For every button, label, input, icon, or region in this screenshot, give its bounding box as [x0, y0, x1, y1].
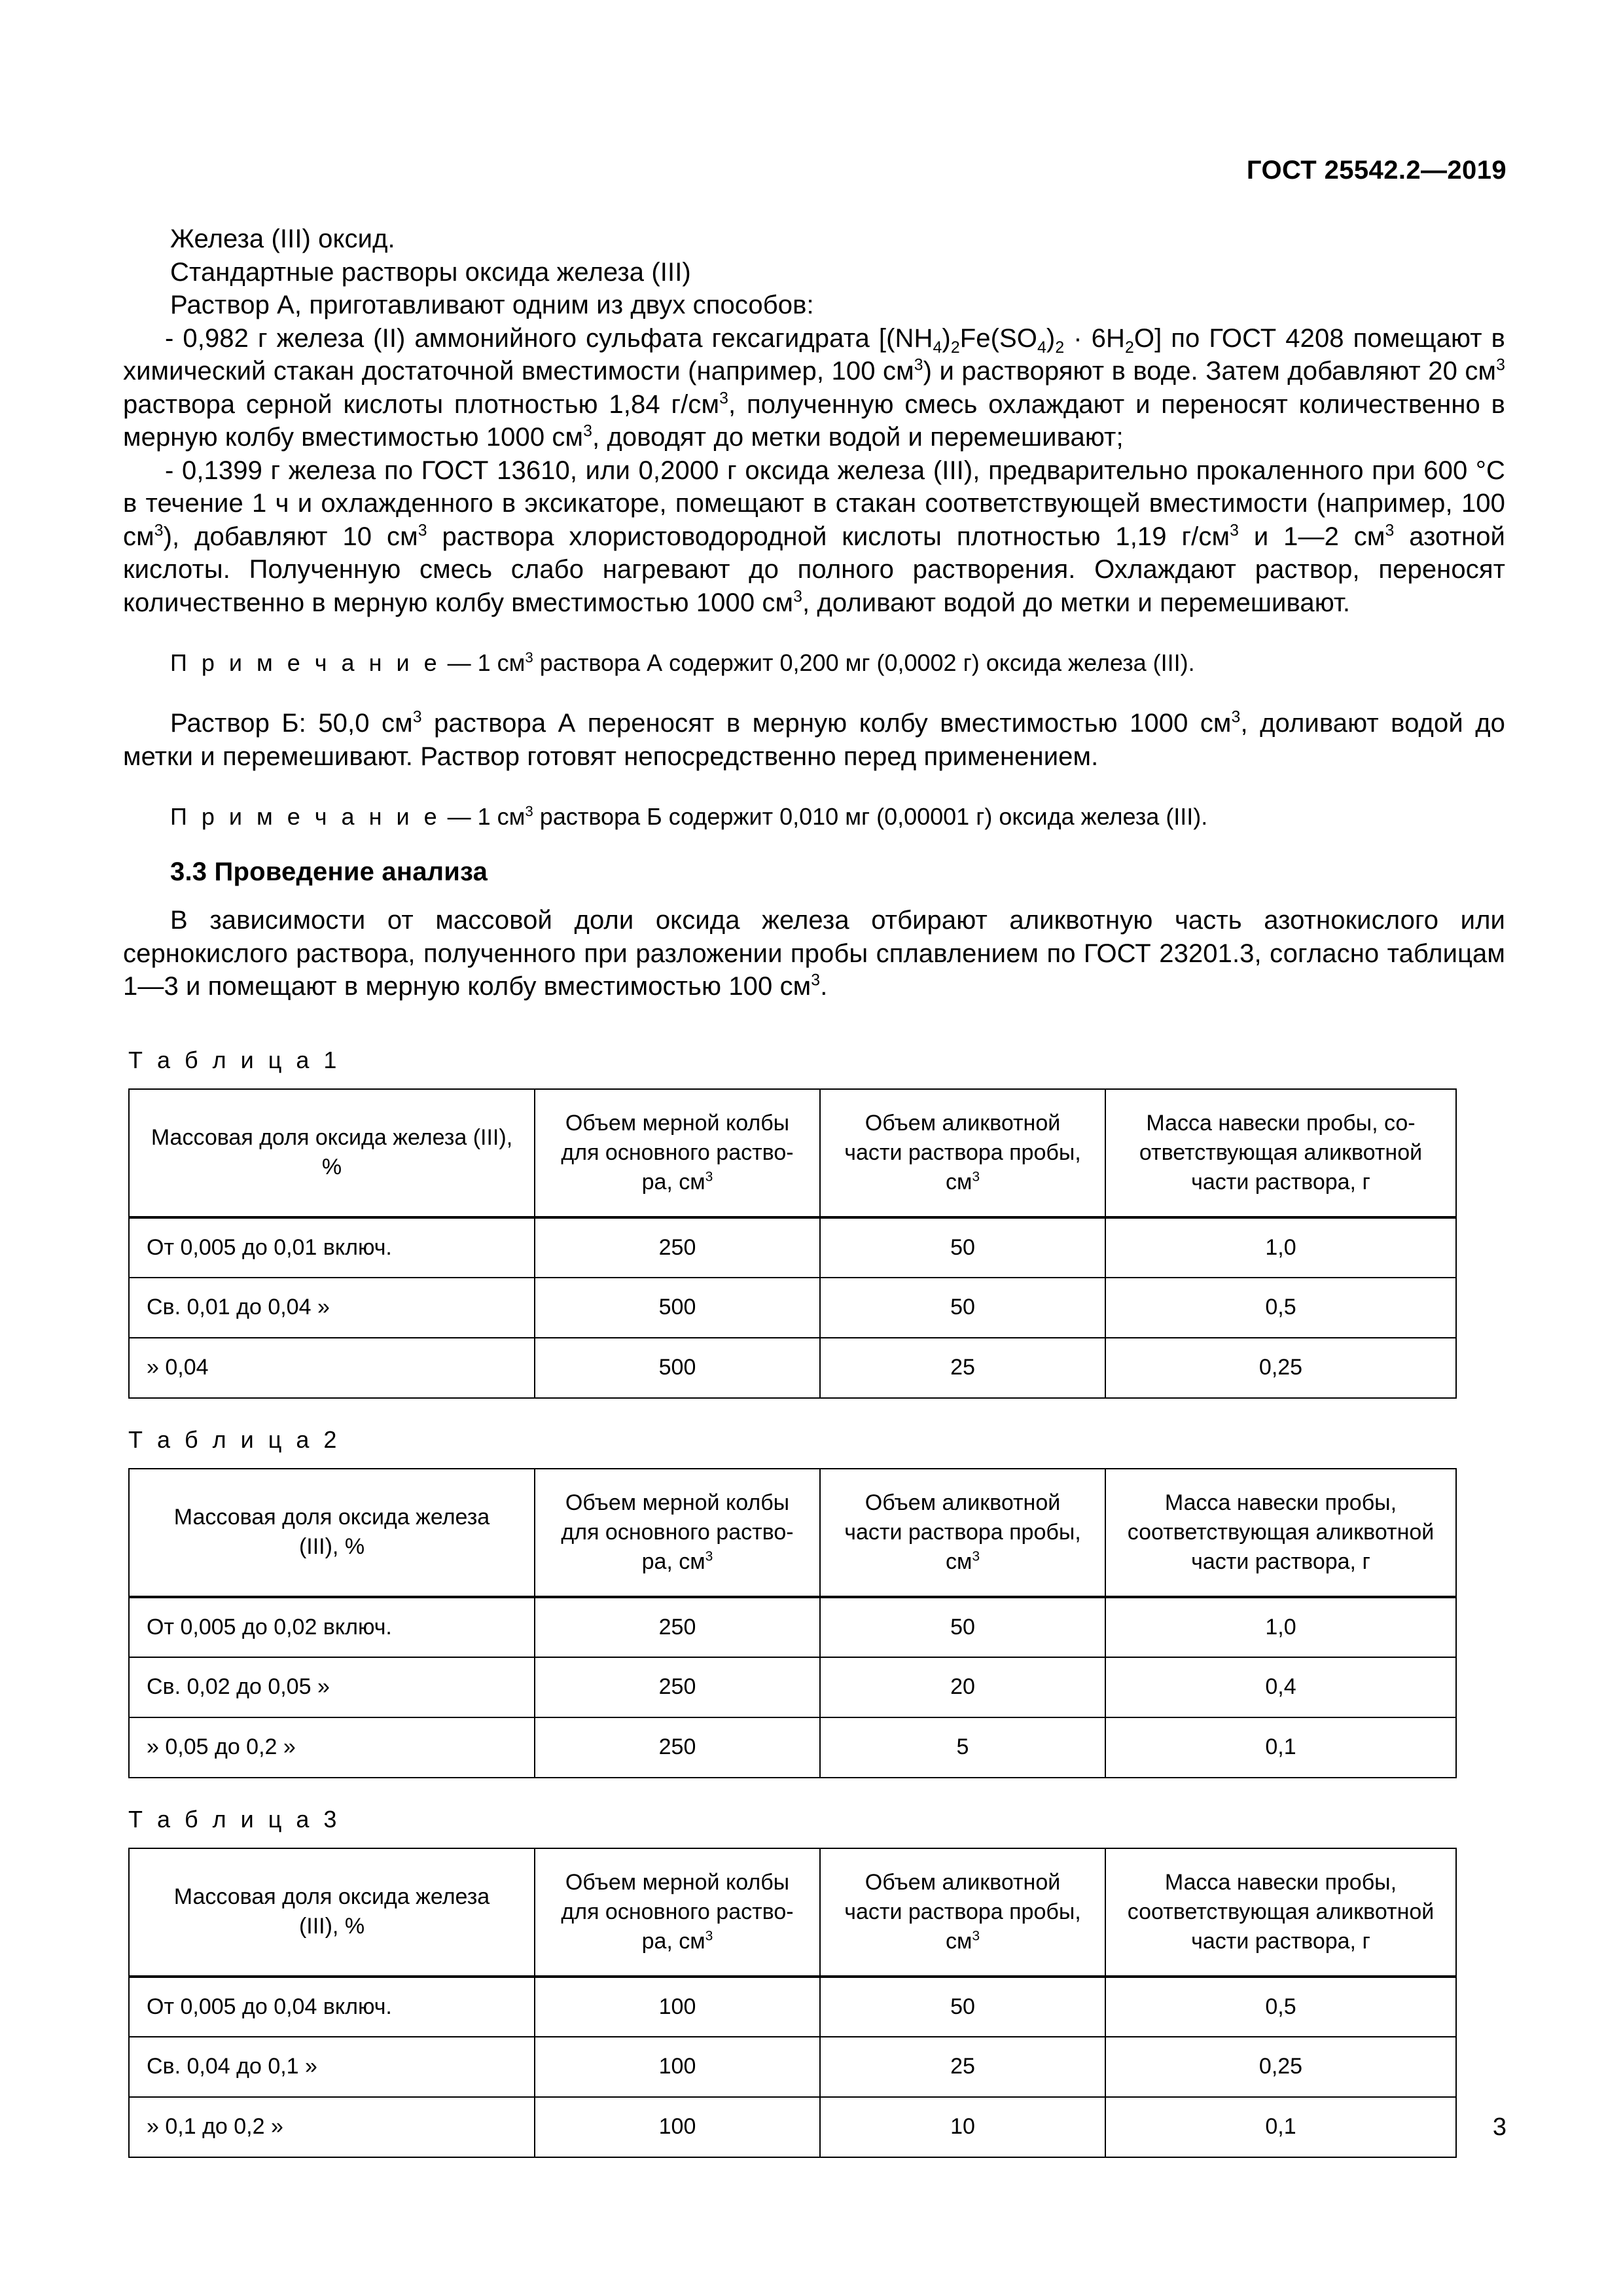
- p2-sup-4: 3: [1385, 522, 1395, 540]
- table-3-header-col-4-line-3: части раствора, г: [1191, 1928, 1370, 1954]
- note-1-part-a: — 1 см: [440, 649, 526, 676]
- table-3-header-row: [129, 1848, 1456, 1977]
- section-heading-text: 3.3 Проведение анализа: [170, 857, 488, 886]
- p3-part-a: Раствор Б: 50,0 см: [170, 709, 413, 738]
- table-row: [129, 2097, 1456, 2157]
- table-3-r3-c2: 100: [535, 2097, 820, 2157]
- note-solution-b: [123, 802, 1505, 832]
- table-1-header-row: [129, 1089, 1456, 1217]
- table-3-header-col-4-line-2: соответствующая аликвотной: [1127, 1899, 1435, 1924]
- table-3-block: [123, 1806, 1505, 2158]
- table-1-header-col-2-sup: 3: [705, 1169, 713, 1185]
- paragraph-method-1: [123, 322, 1505, 454]
- table-2-r3-c4: 0,1: [1105, 1717, 1456, 1778]
- p3-sup-1: 3: [412, 708, 422, 726]
- paragraph-analysis-procedure: [123, 904, 1505, 1003]
- p1-sub-2: 2: [950, 338, 960, 357]
- table-2-caption-number: 2: [323, 1426, 337, 1453]
- p4-part-b: .: [820, 972, 828, 1001]
- table-1-header-col-2-line-1: Объем мерной колбы: [565, 1110, 790, 1136]
- table-1-header-col-4-line-3: части раствора, г: [1191, 1169, 1370, 1194]
- table-3-r2-c3: 25: [820, 2037, 1105, 2097]
- table-3-r1-c1: От 0,005 до 0,04 включ.: [129, 1977, 535, 2037]
- p1-sub-1: 4: [933, 338, 942, 357]
- running-header-standard-number: ГОСТ 25542.2—2019: [1246, 156, 1507, 185]
- table-3-header-col-4: [1105, 1848, 1456, 1977]
- p2-sup-2: 3: [418, 522, 427, 540]
- table-2-header-col-3-line-3: см: [945, 1549, 972, 1574]
- p2-part-e: азотной кислоты. Полученную смесь слабо нагревают до полного растворения. Охлаждают раствор, переносят количественно в мерную колбу вместимостью 1000 см: [123, 522, 1505, 617]
- page-content: [123, 223, 1505, 2158]
- p1-part-a: - 0,982 г железа (II) аммонийного сульфата гексагидрата [(NH: [165, 323, 933, 353]
- table-1-block: [123, 1047, 1505, 1399]
- note-2-part-a: — 1 см: [440, 803, 526, 830]
- p4-sup: 3: [811, 971, 821, 990]
- table-2-r1-c2: 250: [535, 1597, 820, 1657]
- p1-sub-3: 4: [1037, 338, 1046, 357]
- table-2-r1-c4: 1,0: [1105, 1597, 1456, 1657]
- table-3-r1-c4: 0,5: [1105, 1977, 1456, 2037]
- table-2: [128, 1468, 1457, 1778]
- paragraph-solution-b: [123, 707, 1505, 773]
- section-heading-3-3: [123, 855, 1505, 888]
- p4-part-a: В зависимости от массовой доли оксида железа отбирают аликвотную часть азотнокислого или сернокислого раствора, полученного при разложении пробы сплавлением по ГОСТ 23201.3, согласно таблицам 1—3 и помещают в мерную колбу вместимостью 100 см: [123, 906, 1505, 1001]
- table-3-r2-c1: Св. 0,04 до 0,1 »: [129, 2037, 535, 2097]
- table-2-r3-c3: 5: [820, 1717, 1105, 1778]
- p1-part-f: O] по ГОСТ 4208 помещают в химический стакан достаточной вместимости (например, 100 см: [123, 323, 1505, 386]
- table-3-header-col-1: [129, 1848, 535, 1977]
- table-1-header-col-3-line-1: Объем аликвотной: [865, 1110, 1061, 1136]
- p2-sup-1: 3: [154, 522, 164, 540]
- table-2-block: [123, 1426, 1505, 1778]
- table-3-r3-c1: » 0,1 до 0,2 »: [129, 2097, 535, 2157]
- table-2-header-col-2-line-3: ра, см: [641, 1549, 705, 1574]
- p2-sup-3: 3: [1230, 522, 1239, 540]
- table-1-header-col-3-line-3: см: [945, 1169, 972, 1194]
- table-2-header-row: [129, 1469, 1456, 1597]
- table-1-header-col-4-line-2: ответствующая аликвотной: [1139, 1139, 1423, 1165]
- table-1-header-col-3-sup: 3: [972, 1169, 980, 1185]
- table-2-r2-c3: 20: [820, 1657, 1105, 1717]
- table-row: [129, 1278, 1456, 1338]
- table-2-header-col-3: [820, 1469, 1105, 1597]
- p1-sup-1: 3: [914, 356, 923, 374]
- table-row: [129, 1977, 1456, 2037]
- p3-part-b: раствора А переносят в мерную колбу вместимостью 1000 см: [421, 709, 1232, 738]
- table-1-r1-c1: От 0,005 до 0,01 включ.: [129, 1217, 535, 1278]
- table-3-r2-c2: 100: [535, 2037, 820, 2097]
- table-3-r3-c4: 0,1: [1105, 2097, 1456, 2157]
- table-1-caption: [123, 1047, 1505, 1074]
- table-2-header-col-3-line-2: части раствора пробы,: [844, 1519, 1081, 1545]
- table-3-header-col-1-line-2: (III), %: [298, 1914, 365, 1939]
- p1-sub-5: 2: [1124, 338, 1134, 357]
- table-2-r2-c4: 0,4: [1105, 1657, 1456, 1717]
- table-1-r3-c2: 500: [535, 1338, 820, 1398]
- table-2-header-col-1: [129, 1469, 535, 1597]
- paragraph-standard-solutions: [123, 256, 1505, 289]
- table-3-header-col-4-line-1: Масса навески пробы,: [1164, 1869, 1397, 1895]
- note-2-part-b: раствора Б содержит 0,010 мг (0,00001 г) оксида железа (III).: [533, 803, 1208, 830]
- p1-part-h: раствора серной кислоты плотностью 1,84 г/см: [123, 389, 720, 419]
- table-3-caption-label: Т а б л и ц а: [128, 1805, 313, 1833]
- table-2-header-col-1-line-1: Массовая доля оксида железа: [173, 1505, 490, 1530]
- table-1-r2-c2: 500: [535, 1278, 820, 1338]
- p1-part-b: ): [942, 323, 951, 353]
- table-3-header-col-2-line-3: ра, см: [641, 1928, 705, 1954]
- text-line-2: Стандартные растворы оксида железа (III): [170, 257, 691, 287]
- p1-sup-4: 3: [583, 422, 593, 440]
- table-row: [129, 1217, 1456, 1278]
- p1-part-j: , доводят до метки водой и перемешивают;: [592, 423, 1124, 452]
- table-1-header-col-3-line-2: части раствора пробы,: [844, 1139, 1081, 1165]
- table-1: [128, 1088, 1457, 1399]
- table-1-header-col-4: [1105, 1089, 1456, 1217]
- table-2-header-col-2: [535, 1469, 820, 1597]
- table-3-caption: [123, 1806, 1505, 1833]
- table-3-r3-c3: 10: [820, 2097, 1105, 2157]
- table-3-header-col-2-line-2: для основного раство-: [561, 1899, 794, 1924]
- note-2-sup: 3: [525, 803, 533, 819]
- table-1-r1-c3: 50: [820, 1217, 1105, 1278]
- table-row: [129, 2037, 1456, 2097]
- table-2-header-col-4-line-3: части раствора, г: [1191, 1549, 1370, 1574]
- p1-part-e: · 6H: [1064, 323, 1125, 353]
- page-number: 3: [1492, 2113, 1507, 2141]
- table-3-header-col-2: [535, 1848, 820, 1977]
- table-1-header-col-1: [129, 1089, 535, 1217]
- p2-part-c: раствора хлористоводородной кислоты плотностью 1,19 г/см: [427, 522, 1230, 551]
- table-2-r1-c3: 50: [820, 1597, 1105, 1657]
- p3-part-c: , доливают водой до метки и перемешивают. Раствор готовят непосредственно перед применением.: [123, 709, 1505, 771]
- table-1-caption-label: Т а б л и ц а: [128, 1046, 313, 1073]
- table-1-r2-c3: 50: [820, 1278, 1105, 1338]
- table-row: [129, 1717, 1456, 1778]
- p1-part-d: ): [1046, 323, 1056, 353]
- table-2-caption-label: Т а б л и ц а: [128, 1426, 313, 1453]
- note-1-label: П р и м е ч а н и е: [170, 649, 441, 676]
- table-1-header-col-1-text: Массовая доля оксида железа (III), %: [151, 1125, 513, 1179]
- p1-sup-2: 3: [1496, 356, 1505, 374]
- text-line-1: Железа (III) оксид.: [170, 224, 395, 253]
- table-2-header-col-2-sup: 3: [705, 1549, 713, 1564]
- table-1-caption-number: 1: [323, 1046, 337, 1073]
- table-3-header-col-1-line-1: Массовая доля оксида железа: [173, 1884, 490, 1909]
- table-3-caption-number: 3: [323, 1805, 337, 1833]
- table-2-caption: [123, 1426, 1505, 1454]
- table-3-header-col-3: [820, 1848, 1105, 1977]
- table-3-r1-c3: 50: [820, 1977, 1105, 2037]
- p1-part-i: , полученную смесь охлаждают и переносят количественно в мерную колбу вместимостью 1000 см: [123, 389, 1505, 452]
- table-2-r3-c1: » 0,05 до 0,2 »: [129, 1717, 535, 1778]
- text-line-3: Раствор А, приготавливают одним из двух способов:: [170, 291, 814, 319]
- table-2-header-col-2-line-2: для основного раство-: [561, 1519, 794, 1545]
- p1-sub-4: 2: [1055, 338, 1065, 357]
- table-3-header-col-3-line-3: см: [945, 1928, 972, 1954]
- table-1-r3-c4: 0,25: [1105, 1338, 1456, 1398]
- p1-part-g: ) и растворяют в воде. Затем добавляют 20 см: [923, 357, 1497, 386]
- table-row: [129, 1597, 1456, 1657]
- note-1-part-b: раствора А содержит 0,200 мг (0,0002 г) оксида железа (III).: [533, 649, 1195, 676]
- table-2-header-col-4: [1105, 1469, 1456, 1597]
- p2-part-d: и 1—2 см: [1238, 522, 1385, 551]
- table-row: [129, 1338, 1456, 1398]
- table-2-r1-c1: От 0,005 до 0,02 включ.: [129, 1597, 535, 1657]
- table-1-r2-c4: 0,5: [1105, 1278, 1456, 1338]
- table-1-header-col-3: [820, 1089, 1105, 1217]
- table-2-r2-c2: 250: [535, 1657, 820, 1717]
- p2-part-b: ), добавляют 10 см: [163, 522, 418, 551]
- paragraph-iron-oxide: [123, 223, 1505, 256]
- p2-sup-5: 3: [793, 588, 802, 606]
- table-1-header-col-2-line-3: ра, см: [641, 1169, 705, 1194]
- table-1-r1-c4: 1,0: [1105, 1217, 1456, 1278]
- table-2-header-col-2-line-1: Объем мерной колбы: [565, 1490, 790, 1515]
- p3-sup-2: 3: [1231, 708, 1241, 726]
- table-3-header-col-3-line-1: Объем аликвотной: [865, 1869, 1061, 1895]
- table-2-header-col-1-line-2: (III), %: [298, 1534, 365, 1559]
- p2-part-f: , доливают водой до метки и перемешивают.: [802, 588, 1351, 617]
- table-1-header-col-2: [535, 1089, 820, 1217]
- note-solution-a: [123, 648, 1505, 678]
- table-3-header-col-3-sup: 3: [972, 1928, 980, 1944]
- table-3-r2-c4: 0,25: [1105, 2037, 1456, 2097]
- paragraph-solution-a-intro: [123, 289, 1505, 322]
- table-1-r2-c1: Св. 0,01 до 0,04 »: [129, 1278, 535, 1338]
- table-2-header-col-3-sup: 3: [972, 1549, 980, 1564]
- paragraph-method-2: [123, 454, 1505, 620]
- table-row: [129, 1657, 1456, 1717]
- table-1-r1-c2: 250: [535, 1217, 820, 1278]
- table-2-header-col-4-line-2: соответствующая аликвотной: [1127, 1519, 1435, 1545]
- table-1-header-col-2-line-2: для основного раство-: [561, 1139, 794, 1165]
- table-1-r3-c1: » 0,04: [129, 1338, 535, 1398]
- table-3-header-col-2-sup: 3: [705, 1928, 713, 1944]
- p2-part-a: - 0,1399 г железа по ГОСТ 13610, или 0,2000 г оксида железа (III), предварительно прокаленного при 600 °С в течение 1 ч и охлажденного в эксикаторе, помещают в стакан соответствующей вместимости (например, 100 см: [123, 456, 1505, 551]
- table-2-header-col-4-line-1: Масса навески пробы,: [1164, 1490, 1397, 1515]
- table-2-r2-c1: Св. 0,02 до 0,05 »: [129, 1657, 535, 1717]
- table-3-header-col-3-line-2: части раствора пробы,: [844, 1899, 1081, 1924]
- table-3-r1-c2: 100: [535, 1977, 820, 2037]
- p1-part-c: Fe(SO: [959, 323, 1038, 353]
- table-3: [128, 1848, 1457, 2158]
- table-2-header-col-3-line-1: Объем аликвотной: [865, 1490, 1061, 1515]
- table-1-r3-c3: 25: [820, 1338, 1105, 1398]
- table-2-r3-c2: 250: [535, 1717, 820, 1778]
- note-1-sup: 3: [525, 649, 533, 666]
- table-1-header-col-4-line-1: Масса навески пробы, со-: [1146, 1110, 1416, 1136]
- table-3-header-col-2-line-1: Объем мерной колбы: [565, 1869, 790, 1895]
- p1-sup-3: 3: [719, 389, 728, 408]
- note-2-label: П р и м е ч а н и е: [170, 803, 441, 830]
